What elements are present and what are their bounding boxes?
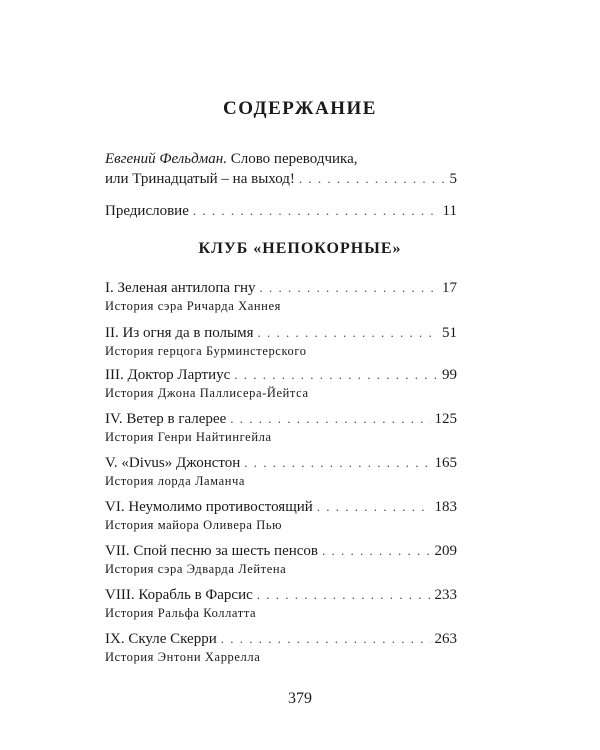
dot-leader — [257, 323, 438, 343]
chapter-subtitle: История Ральфа Коллатта — [105, 606, 257, 620]
entry-title-part: Слово переводчика, — [226, 151, 358, 167]
chapter-title: II. Из огня да в полымя — [105, 325, 254, 341]
toc-line — [105, 150, 457, 169]
toc-entry-chapter-2 — [105, 323, 457, 359]
page-number: 17 — [442, 280, 457, 296]
chapter-subtitle: История Энтони Харрелла — [105, 650, 261, 664]
toc-entry-chapter-4 — [105, 409, 457, 445]
chapter-title: V. «Divus» Джонстон — [105, 455, 241, 471]
page-number: 209 — [434, 543, 457, 559]
page-number: 125 — [434, 411, 457, 427]
chapter-subtitle: История сэра Ричарда Ханнея — [105, 299, 281, 313]
section-title: КЛУБ «НЕПОКОРНЫЕ» — [198, 240, 402, 257]
page-number: 263 — [434, 631, 457, 647]
dot-leader — [234, 365, 438, 385]
page-number: 5 — [449, 171, 457, 187]
chapter-title: VI. Неумолимо противостоящий — [105, 499, 313, 515]
chapter-title: IX. Скуле Скерри — [105, 631, 217, 647]
toc-entry-chapter-1 — [105, 278, 457, 314]
entry-title-line1 — [105, 150, 358, 169]
chapter-subtitle: История сэра Эдварда Лейтена — [105, 562, 287, 576]
toc-line — [105, 541, 457, 561]
toc-entry-translator-note — [105, 150, 457, 189]
page-number: 165 — [434, 455, 457, 471]
toc-entry-chapter-6 — [105, 497, 457, 533]
chapter-subtitle: История Генри Найтингейла — [105, 430, 272, 444]
toc-line — [105, 629, 457, 649]
dot-leader — [299, 169, 446, 189]
dot-leader — [317, 497, 431, 517]
page-title: СОДЕРЖАНИЕ — [223, 98, 377, 119]
toc-line — [105, 585, 457, 605]
toc-entry-chapter-7 — [105, 541, 457, 577]
dot-leader — [260, 278, 438, 298]
page-number: 11 — [442, 203, 457, 219]
toc-line — [105, 409, 457, 429]
dot-leader — [244, 453, 430, 473]
toc-entry-chapter-3 — [105, 365, 457, 401]
dot-leader — [322, 541, 430, 561]
folio-page-number: 379 — [288, 690, 312, 707]
page-number: 99 — [442, 367, 457, 383]
toc-line — [105, 365, 457, 385]
toc-entry-chapter-8 — [105, 585, 457, 621]
chapter-title: III. Доктор Лартиус — [105, 367, 231, 383]
toc-line — [105, 323, 457, 343]
toc-line — [105, 278, 457, 298]
chapter-title: VII. Спой песню за шесть пенсов — [105, 543, 319, 559]
toc-line — [105, 453, 457, 473]
dot-leader — [257, 585, 431, 605]
chapter-subtitle: История Джона Паллисера-Йейтса — [105, 386, 309, 400]
chapter-title: IV. Ветер в галерее — [105, 411, 227, 427]
entry-title: Предисловие — [105, 203, 189, 219]
author-name: Евгений Фельдман. — [105, 151, 227, 167]
dot-leader — [230, 409, 430, 429]
chapter-title: I. Зеленая антилопа гну — [105, 280, 256, 296]
dot-leader — [221, 629, 431, 649]
toc-line — [105, 169, 457, 189]
chapter-subtitle: История лорда Ламанча — [105, 474, 246, 488]
page-number: 233 — [434, 587, 457, 603]
chapter-subtitle: История майора Оливера Пью — [105, 518, 283, 532]
toc-line — [105, 201, 457, 221]
page-number: 51 — [442, 325, 457, 341]
dot-leader — [193, 201, 439, 221]
chapter-subtitle: История герцога Бурминстерского — [105, 344, 307, 358]
toc-entry-chapter-9 — [105, 629, 457, 665]
page-number: 183 — [434, 499, 457, 515]
toc-entry-chapter-5 — [105, 453, 457, 489]
toc-line — [105, 497, 457, 517]
chapter-title: VIII. Корабль в Фарсис — [105, 587, 253, 603]
toc-entry-preface — [105, 201, 457, 221]
entry-title-line2: или Тринадцатый – на выход! — [105, 171, 295, 187]
